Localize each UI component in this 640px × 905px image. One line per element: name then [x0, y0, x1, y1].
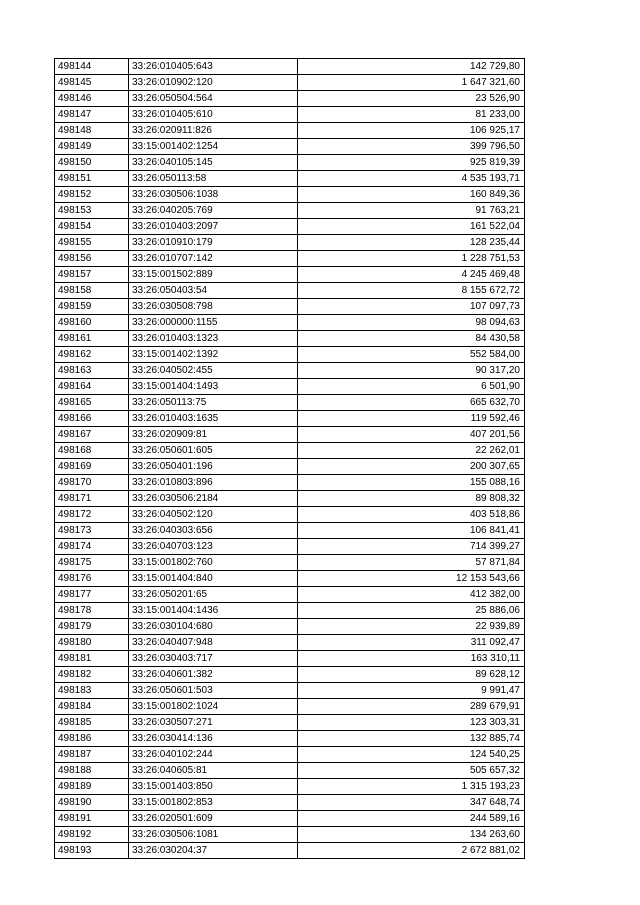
cadastral-number-cell: 33:26:020909:81	[129, 427, 298, 443]
record-number-cell: 498154	[55, 219, 129, 235]
table-row	[55, 123, 525, 139]
table-row	[55, 267, 525, 283]
cadastral-value-cell: 81 233,00	[298, 107, 525, 123]
cadastral-number-cell: 33:26:040502:120	[129, 507, 298, 523]
cadastral-value-cell: 665 632,70	[298, 395, 525, 411]
record-number-cell: 498157	[55, 267, 129, 283]
cadastral-value-cell: 89 628,12	[298, 667, 525, 683]
cadastral-value-cell: 2 672 881,02	[298, 843, 525, 859]
cadastral-number-cell: 33:15:001402:1254	[129, 139, 298, 155]
table-row	[55, 683, 525, 699]
record-number-cell: 498179	[55, 619, 129, 635]
record-number-cell: 498177	[55, 587, 129, 603]
cadastral-number-cell: 33:26:000000:1155	[129, 315, 298, 331]
cadastral-number-cell: 33:15:001802:1024	[129, 699, 298, 715]
record-number-cell: 498191	[55, 811, 129, 827]
cadastral-number-cell: 33:26:030508:798	[129, 299, 298, 315]
cadastral-number-cell: 33:26:030414:136	[129, 731, 298, 747]
table-row	[55, 459, 525, 475]
table-row	[55, 715, 525, 731]
cadastral-value-cell: 289 679,91	[298, 699, 525, 715]
cadastral-value-cell: 552 584,00	[298, 347, 525, 363]
cadastral-value-cell: 89 808,32	[298, 491, 525, 507]
record-number-cell: 498167	[55, 427, 129, 443]
cadastral-value-cell: 98 094,63	[298, 315, 525, 331]
cadastral-value-cell: 1 228 751,53	[298, 251, 525, 267]
table-row	[55, 395, 525, 411]
cadastral-number-cell: 33:26:050401:196	[129, 459, 298, 475]
cadastral-value-cell: 91 763,21	[298, 203, 525, 219]
table-row	[55, 139, 525, 155]
cadastral-number-cell: 33:26:050403:54	[129, 283, 298, 299]
cadastral-value-cell: 311 092,47	[298, 635, 525, 651]
cadastral-number-cell: 33:26:040407:948	[129, 635, 298, 651]
record-number-cell: 498163	[55, 363, 129, 379]
table-row	[55, 283, 525, 299]
table-row	[55, 235, 525, 251]
record-number-cell: 498189	[55, 779, 129, 795]
record-number-cell: 498187	[55, 747, 129, 763]
record-number-cell: 498150	[55, 155, 129, 171]
record-number-cell: 498149	[55, 139, 129, 155]
cadastral-number-cell: 33:26:010910:179	[129, 235, 298, 251]
record-number-cell: 498148	[55, 123, 129, 139]
record-number-cell: 498166	[55, 411, 129, 427]
cadastral-number-cell: 33:26:030507:271	[129, 715, 298, 731]
cadastral-number-cell: 33:26:040205:769	[129, 203, 298, 219]
cadastral-value-cell: 1 647 321,60	[298, 75, 525, 91]
record-number-cell: 498181	[55, 651, 129, 667]
table-row	[55, 539, 525, 555]
cadastral-value-cell: 155 088,16	[298, 475, 525, 491]
table-row	[55, 795, 525, 811]
cadastral-number-cell: 33:15:001802:853	[129, 795, 298, 811]
table-row	[55, 155, 525, 171]
record-number-cell: 498151	[55, 171, 129, 187]
cadastral-number-cell: 33:26:020501:609	[129, 811, 298, 827]
record-number-cell: 498172	[55, 507, 129, 523]
table-row	[55, 811, 525, 827]
record-number-cell: 498144	[55, 59, 129, 75]
cadastral-value-cell: 123 303,31	[298, 715, 525, 731]
table-row	[55, 411, 525, 427]
record-number-cell: 498153	[55, 203, 129, 219]
cadastral-value-cell: 124 540,25	[298, 747, 525, 763]
table-body	[55, 59, 525, 859]
table-row	[55, 603, 525, 619]
cadastral-number-cell: 33:26:020911:826	[129, 123, 298, 139]
cadastral-number-cell: 33:15:001802:760	[129, 555, 298, 571]
cadastral-number-cell: 33:26:030204:37	[129, 843, 298, 859]
record-number-cell: 498188	[55, 763, 129, 779]
table-row	[55, 315, 525, 331]
cadastral-value-cell: 107 097,73	[298, 299, 525, 315]
table-row	[55, 187, 525, 203]
table-row	[55, 843, 525, 859]
cadastral-value-cell: 4 535 193,71	[298, 171, 525, 187]
cadastral-value-table	[54, 58, 525, 859]
table-row	[55, 587, 525, 603]
table-row	[55, 379, 525, 395]
record-number-cell: 498174	[55, 539, 129, 555]
cadastral-number-cell: 33:26:030506:1038	[129, 187, 298, 203]
table-row	[55, 107, 525, 123]
record-number-cell: 498186	[55, 731, 129, 747]
cadastral-number-cell: 33:26:010405:643	[129, 59, 298, 75]
cadastral-number-cell: 33:15:001502:889	[129, 267, 298, 283]
cadastral-number-cell: 33:26:010803:896	[129, 475, 298, 491]
table-row	[55, 75, 525, 91]
record-number-cell: 498193	[55, 843, 129, 859]
table-row	[55, 427, 525, 443]
cadastral-value-cell: 132 885,74	[298, 731, 525, 747]
record-number-cell: 498182	[55, 667, 129, 683]
table-row	[55, 619, 525, 635]
cadastral-value-cell: 163 310,11	[298, 651, 525, 667]
record-number-cell: 498180	[55, 635, 129, 651]
table-row	[55, 59, 525, 75]
cadastral-value-cell: 161 522,04	[298, 219, 525, 235]
cadastral-number-cell: 33:15:001404:1436	[129, 603, 298, 619]
record-number-cell: 498183	[55, 683, 129, 699]
cadastral-number-cell: 33:26:030403:717	[129, 651, 298, 667]
table-row	[55, 251, 525, 267]
record-number-cell: 498147	[55, 107, 129, 123]
cadastral-value-cell: 84 430,58	[298, 331, 525, 347]
record-number-cell: 498159	[55, 299, 129, 315]
table-row	[55, 763, 525, 779]
table-row	[55, 667, 525, 683]
cadastral-value-cell: 57 871,84	[298, 555, 525, 571]
record-number-cell: 498171	[55, 491, 129, 507]
cadastral-value-cell: 142 729,80	[298, 59, 525, 75]
record-number-cell: 498192	[55, 827, 129, 843]
cadastral-value-cell: 6 501,90	[298, 379, 525, 395]
cadastral-value-cell: 505 657,32	[298, 763, 525, 779]
cadastral-number-cell: 33:15:001403:850	[129, 779, 298, 795]
cadastral-number-cell: 33:26:040703:123	[129, 539, 298, 555]
cadastral-number-cell: 33:26:010405:610	[129, 107, 298, 123]
cadastral-value-cell: 347 648,74	[298, 795, 525, 811]
record-number-cell: 498145	[55, 75, 129, 91]
record-number-cell: 498190	[55, 795, 129, 811]
cadastral-value-cell: 134 263,60	[298, 827, 525, 843]
table-row	[55, 491, 525, 507]
record-number-cell: 498164	[55, 379, 129, 395]
cadastral-value-cell: 8 155 672,72	[298, 283, 525, 299]
cadastral-number-cell: 33:15:001404:1493	[129, 379, 298, 395]
cadastral-number-cell: 33:26:010403:2097	[129, 219, 298, 235]
table-row	[55, 203, 525, 219]
record-number-cell: 498146	[55, 91, 129, 107]
record-number-cell: 498162	[55, 347, 129, 363]
record-number-cell: 498168	[55, 443, 129, 459]
cadastral-number-cell: 33:15:001404:840	[129, 571, 298, 587]
table-row	[55, 219, 525, 235]
table-row	[55, 731, 525, 747]
record-number-cell: 498160	[55, 315, 129, 331]
cadastral-value-cell: 160 849,36	[298, 187, 525, 203]
cadastral-value-cell: 90 317,20	[298, 363, 525, 379]
table-row	[55, 555, 525, 571]
cadastral-value-cell: 22 939,89	[298, 619, 525, 635]
cadastral-value-cell: 9 991,47	[298, 683, 525, 699]
record-number-cell: 498156	[55, 251, 129, 267]
table-row	[55, 747, 525, 763]
record-number-cell: 498165	[55, 395, 129, 411]
cadastral-number-cell: 33:26:040105:145	[129, 155, 298, 171]
cadastral-value-cell: 200 307,65	[298, 459, 525, 475]
cadastral-value-cell: 23 526,90	[298, 91, 525, 107]
cadastral-number-cell: 33:26:030506:1081	[129, 827, 298, 843]
cadastral-value-cell: 714 399,27	[298, 539, 525, 555]
cadastral-number-cell: 33:26:040502:455	[129, 363, 298, 379]
cadastral-value-cell: 925 819,39	[298, 155, 525, 171]
table-row	[55, 91, 525, 107]
table-row	[55, 827, 525, 843]
table-row	[55, 523, 525, 539]
cadastral-number-cell: 33:26:050201:65	[129, 587, 298, 603]
table-row	[55, 171, 525, 187]
cadastral-number-cell: 33:26:010403:1323	[129, 331, 298, 347]
record-number-cell: 498176	[55, 571, 129, 587]
cadastral-number-cell: 33:26:040605:81	[129, 763, 298, 779]
table-row	[55, 651, 525, 667]
cadastral-number-cell: 33:26:040601:382	[129, 667, 298, 683]
cadastral-value-cell: 119 592,46	[298, 411, 525, 427]
cadastral-number-cell: 33:26:040303:656	[129, 523, 298, 539]
cadastral-value-cell: 412 382,00	[298, 587, 525, 603]
table-row	[55, 699, 525, 715]
table-row	[55, 779, 525, 795]
cadastral-number-cell: 33:26:030104:680	[129, 619, 298, 635]
cadastral-number-cell: 33:26:050113:75	[129, 395, 298, 411]
record-number-cell: 498185	[55, 715, 129, 731]
cadastral-number-cell: 33:26:010403:1635	[129, 411, 298, 427]
record-number-cell: 498184	[55, 699, 129, 715]
table-row	[55, 331, 525, 347]
record-number-cell: 498173	[55, 523, 129, 539]
cadastral-number-cell: 33:26:050113:58	[129, 171, 298, 187]
cadastral-value-cell: 403 518,86	[298, 507, 525, 523]
record-number-cell: 498175	[55, 555, 129, 571]
table-row	[55, 299, 525, 315]
cadastral-value-cell: 4 245 469,48	[298, 267, 525, 283]
cadastral-number-cell: 33:26:050601:503	[129, 683, 298, 699]
record-number-cell: 498178	[55, 603, 129, 619]
table-row	[55, 347, 525, 363]
cadastral-value-cell: 25 886,06	[298, 603, 525, 619]
cadastral-number-cell: 33:26:010902:120	[129, 75, 298, 91]
table-row	[55, 635, 525, 651]
cadastral-value-cell: 1 315 193,23	[298, 779, 525, 795]
table-row	[55, 443, 525, 459]
table-row	[55, 571, 525, 587]
record-number-cell: 498155	[55, 235, 129, 251]
cadastral-number-cell: 33:26:050504:564	[129, 91, 298, 107]
cadastral-value-cell: 106 841,41	[298, 523, 525, 539]
record-number-cell: 498158	[55, 283, 129, 299]
cadastral-number-cell: 33:15:001402:1392	[129, 347, 298, 363]
cadastral-number-cell: 33:26:010707:142	[129, 251, 298, 267]
table-row	[55, 363, 525, 379]
record-number-cell: 498169	[55, 459, 129, 475]
cadastral-number-cell: 33:26:030506:2184	[129, 491, 298, 507]
cadastral-number-cell: 33:26:040102:244	[129, 747, 298, 763]
table-row	[55, 507, 525, 523]
record-number-cell: 498161	[55, 331, 129, 347]
cadastral-value-cell: 399 796,50	[298, 139, 525, 155]
table-row	[55, 475, 525, 491]
cadastral-value-cell: 22 262,01	[298, 443, 525, 459]
cadastral-value-cell: 106 925,17	[298, 123, 525, 139]
cadastral-value-cell: 407 201,56	[298, 427, 525, 443]
document-page	[54, 58, 525, 859]
cadastral-value-cell: 12 153 543,66	[298, 571, 525, 587]
cadastral-value-cell: 244 589,16	[298, 811, 525, 827]
cadastral-value-cell: 128 235,44	[298, 235, 525, 251]
record-number-cell: 498170	[55, 475, 129, 491]
cadastral-number-cell: 33:26:050601:605	[129, 443, 298, 459]
record-number-cell: 498152	[55, 187, 129, 203]
